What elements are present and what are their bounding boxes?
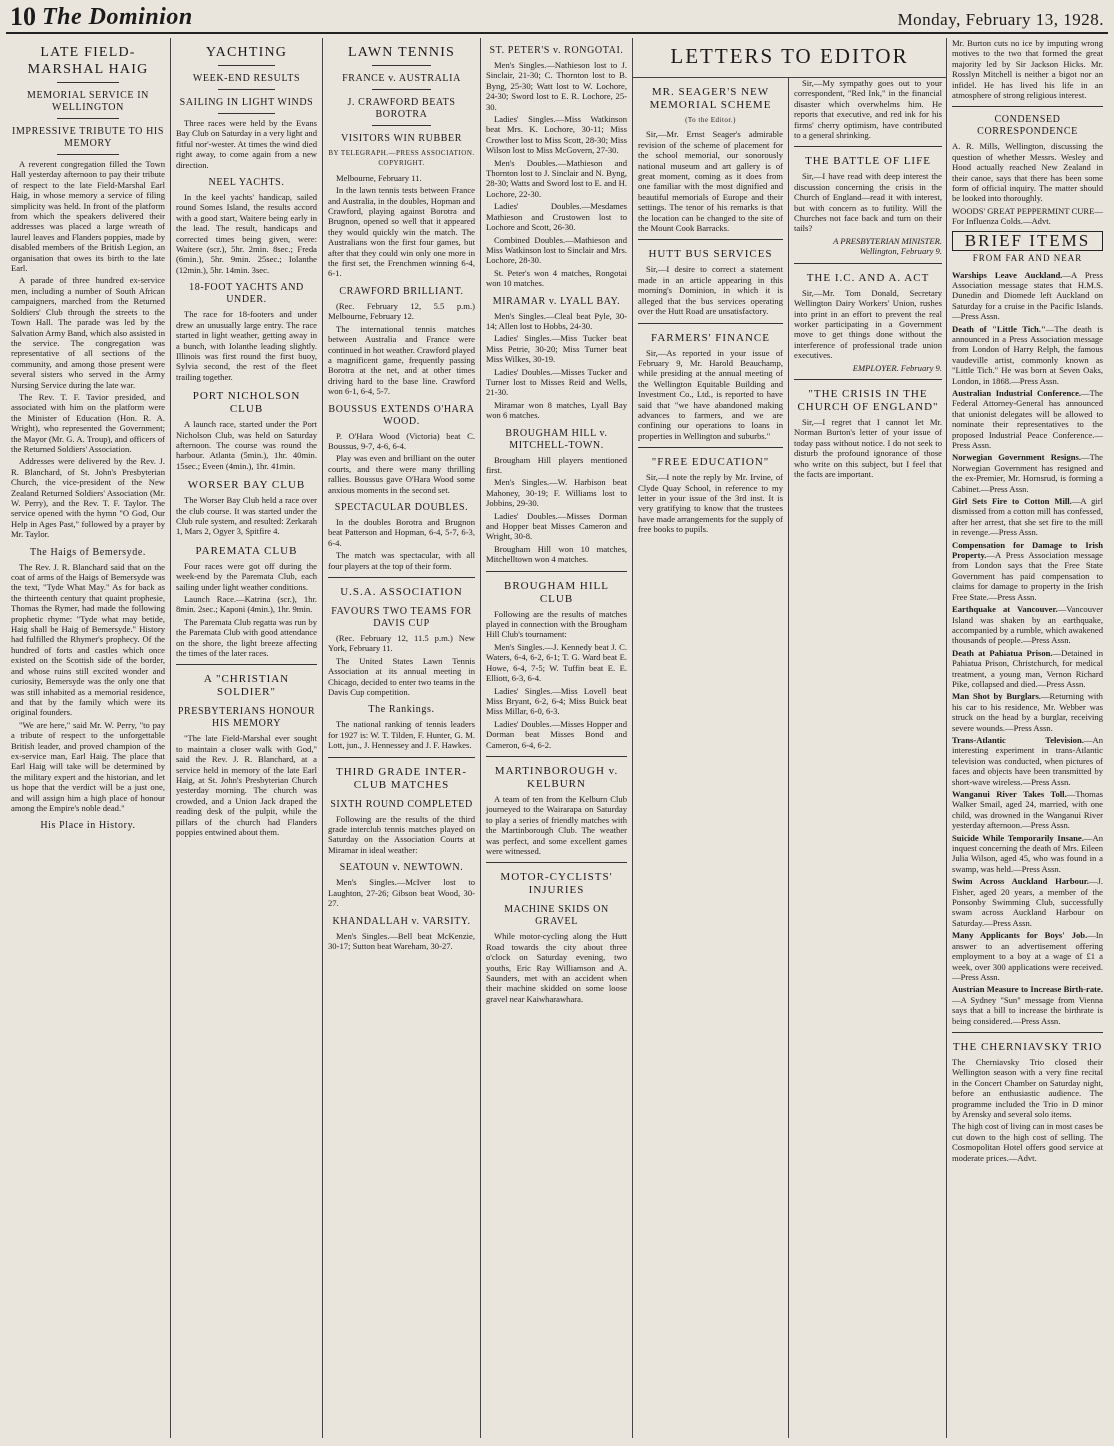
article-paragraph: The Rev. T. F. Tavior presided, and associated with him on the platform were the Minister of Education (Hon. R. A. Wright), who represented the Government; the Mayor (Mr. G. A. Troup), and officers of the Returned Soldiers' Association. <box>11 391 165 454</box>
article-paragraph: A parade of three hundred ex-service men, including a number of South African campaigners, marched from the Returned Soldiers' Club through the streets to the Town Hall. The parade was led by the Salvation Army Band, which also assisted in the service. The congregation was representative of all sections of the community, and among those present were several sisters who served in the Army Nursing Service during the late war. <box>11 275 165 390</box>
divider <box>328 757 475 758</box>
article-paragraph: Ladies' Doubles.—Misses Hopper and Dorman beat Misses Bond and Cameron, 6-4, 6-2. <box>486 718 627 750</box>
section-headline: WORSER BAY CLUB <box>187 479 306 492</box>
brief-item <box>952 604 1103 646</box>
divider <box>638 323 783 324</box>
brief-item <box>952 452 1103 494</box>
section-subhead: The Haigs of Bemersyde. <box>30 546 146 558</box>
brief-item-text: —In answer to an advertisement offering employment to a boy at a wage of £1 a week, over 300 applications were received.—Press Assn. <box>952 930 1103 982</box>
article-paragraph: The international tennis matches between Australia and France were continued in hot weather. Crawford played a magnificent game, frequently passing Borotra at the net, and at other times driving hard to the base line. Crawford won 6-1, 6-4, 5-7. <box>328 323 476 397</box>
subheadline: SIXTH ROUND COMPLETED <box>330 798 473 810</box>
section-headline: A "CHRISTIAN SOLDIER" <box>203 673 290 699</box>
divider <box>218 65 274 66</box>
column-brief-items <box>947 38 1108 1438</box>
brief-items-heading: BRIEF ITEMS <box>952 231 1103 251</box>
brief-item <box>952 324 1103 386</box>
brief-item-title: Earthquake at Vancouver. <box>952 604 1058 615</box>
letter-headline: THE BATTLE OF LIFE <box>805 155 931 168</box>
divider <box>218 89 274 90</box>
brief-item <box>952 984 1103 1026</box>
divider <box>328 577 475 578</box>
article-paragraph: Melbourne, February 11. <box>336 172 422 183</box>
column-lawn-tennis <box>323 38 481 1438</box>
article-paragraph: Following are the results of matches played in connection with the Brougham Hill Club's tournament: <box>486 608 627 640</box>
article-paragraph: The national ranking of tennis leaders for 1927 is: W. T. Tilden, F. Hunter, G. M. Lott, jun., J. Hennessey and J. F. Hawkes. <box>328 719 475 751</box>
section-subhead: MIRAMAR v. LYALL BAY. <box>492 295 621 307</box>
article-paragraph: Mr. Burton cuts no ice by imputing wrong motives to the two that formed the great majority led by Sir Jackson Hicks. Mr. Rosslyn Mitchell is neither a bigot nor an infidel. He has lived his life in an atmosphere of strong religious interest. <box>952 38 1103 101</box>
brief-item-title: Girl Sets Fire to Cotton Mill. <box>952 496 1072 507</box>
letter-paragraph: Sir,—I have read with deep interest the discussion concerning the crisis in the Church of England—read it with interest, but with concern as to futility. Will the Churches not face back and turn on their tails? <box>794 171 942 234</box>
brief-item-text: —The Norwegian Government has resigned and the ex-Premier, Mr. Hornsrud, is forming a Cabinet.—Press Assn. <box>952 452 1103 494</box>
brief-item <box>952 388 1103 450</box>
columns-area <box>6 38 1108 1438</box>
article-paragraph: Three races were held by the Evans Bay Club on Saturday in a very light and fitful nor'-wester. At times the wind died right away, to come again from a new direction. <box>176 118 317 170</box>
article-paragraph: "We are here," said Mr. W. Perry, "to pay a tribute of respect to the unforgettable British leader, and proved champion of the ex-service man, Earl Haig. The place that Earl Haig will take will be determined by the military expert and the historian, and let us hope that the verdict will be a just one, and will assign him a high place of honour among the Empire's noble dead." <box>11 719 165 813</box>
subheadline: VISITORS WIN RUBBER <box>340 133 463 144</box>
article-paragraph: A. R. Mills, Wellington, discussing the question of whether Messrs. Wesley and Hood actually reached New Zealand in their canoe, says that there has been some form of official inquiry. The matter should be looked into thoroughly. <box>952 141 1103 204</box>
divider <box>372 89 431 90</box>
brief-item <box>952 270 1103 322</box>
headline: LATE FIELD-MARSHAL HAIG <box>27 45 149 77</box>
article-paragraph: Addresses were delivered by the Rev. J. R. Blanchard, of St. John's Presbyterian Church, the vice-president of the New Zealand Returned Soldiers' Association (Mr. W. Perry), and the Rev. T. F. Taylor. The service opened with the hymn "O God, Our Help in Ages Past," followed by a prayer by Mr. Taylor. <box>11 456 165 540</box>
letter-paragraph: Sir,—As reported in your issue of February 9, Mr. Harold Beauchamp, while presiding at the annual meeting of the Wellington Equitable Building and Investment Co., Ltd., is reported to have said that "we have abandoned making advances to farmers, and we are confining our operations to loans in properties in Wellington and suburbs." <box>638 347 783 441</box>
brief-item <box>952 789 1103 831</box>
brief-item-title: Death of "Little Tich." <box>952 323 1046 334</box>
section-headline: PORT NICHOLSON CLUB <box>192 390 301 416</box>
brief-item <box>952 540 1103 602</box>
column-yachting <box>171 38 323 1438</box>
column-tennis-results <box>481 38 633 1438</box>
brief-item-title: Austrian Measure to Increase Birth-rate. <box>952 984 1103 995</box>
section-headline: MOTOR-CYCLISTS' INJURIES <box>500 871 613 897</box>
section-subhead: CRAWFORD BRILLIANT. <box>339 285 464 297</box>
brief-item-title: Australian Industrial Conference. <box>952 387 1082 398</box>
brief-item-text: —The Federal Attorney-General has announced that unionist delegates will be allowed to nominate their representatives to the proposed Industrial Peace Conference.—Press Assn. <box>952 387 1103 450</box>
article-paragraph: Men's Singles.—McIver lost to Laughton, 27-26; Gibson beat Wood, 30-27. <box>328 877 475 909</box>
article-paragraph: Launch Race.—Katrina (scr.), 1hr. 8min. 2sec.; Kaponi (4min.), 1hr. 9min. <box>176 594 317 615</box>
byline: BY TELEGRAPH.—PRESS ASSOCIATION. COPYRIGHT. <box>328 149 475 168</box>
article-paragraph: Men's Singles.—J. Kennedy beat J. C. Waters, 6-4, 6-2, 6-1; T. G. Ward beat E. Howe, 6-4, 7-5; W. Tuffin beat E. E. Elliott, 6-3, 6-4. <box>486 641 627 684</box>
headline: LAWN TENNIS <box>347 45 456 60</box>
subheadline: J. CRAWFORD BEATS BOROTRA <box>347 97 456 120</box>
section-subhead: 18-FOOT YACHTS AND UNDER. <box>189 282 304 306</box>
article-paragraph: (Rec. February 12, 11.5 p.m.) New York, February 11. <box>328 633 475 654</box>
section-headline: BROUGHAM HILL CLUB <box>504 579 609 605</box>
article-paragraph: Ladies' Singles.—Miss Tucker beat Miss Petrie, 30-20; Miss Turner beat Miss Wilkes, 30-19. <box>486 333 627 365</box>
article-paragraph: The Rev. J. R. Blanchard said that on the coat of arms of the Haigs of Bemersyde was the text, "Tyde What May." As for back as the thirteenth century that quaint prophesie, Thomas the Rymer, had made the following prophetic rhyme: "Tyde what may betide, Haig shall be Haig of Bemersyde." History had fulfilled the Rhymer's prophecy. Of the hundred of forts and castles which once existed on the Scottish side of the border, and whose ruins still excited wonder and curiosity, Bemersyde was the only one that was still inhabited as a memorial residence, and that by the family which were its original founders. <box>11 561 165 718</box>
headline: YACHTING <box>205 45 288 60</box>
divider <box>638 239 783 240</box>
divider <box>952 106 1103 107</box>
article-paragraph: A launch race, started under the Port Nicholson Club, was held on Saturday afternoon. The course was round the harbour. Atlanta (5min.), 1hr. 40min. 15sec.; Eveen (4min.), 1hr. 41min. <box>176 419 317 471</box>
section-headline: PAREMATA CLUB <box>195 544 298 557</box>
divider <box>218 113 274 114</box>
section-subhead: BROUGHAM HILL v. MITCHELL-TOWN. <box>505 427 608 451</box>
letter-paragraph: Sir,—I regret that I cannot let Mr. Norman Burton's letter of your issue of today pass without notice. I do not seek to disturb the profound ignorance of those who write on this subject, but I feel that the facts are important. <box>794 416 942 479</box>
section-subhead: The Rankings. <box>368 704 435 716</box>
brief-items-subheading: FROM FAR AND NEAR <box>972 253 1083 264</box>
divider <box>486 756 627 757</box>
article-paragraph: Ladies' Doubles.—Mesdames Mathieson and Crustowen lost to Lochore and Scott, 26-30. <box>486 201 627 233</box>
subheadline: FRANCE v. AUSTRALIA <box>342 73 461 84</box>
letter-paragraph: Sir,—Mr. Tom Donald, Secretary Wellington Dairy Workers' Union, rushes into print in an effort to prevent the real worker participating in a Government move to get things done without the interference of professional trade union executives. <box>794 287 942 361</box>
divider <box>794 146 942 147</box>
article-paragraph: Miramar won 8 matches, Lyall Bay won 6 matches. <box>486 399 627 421</box>
letters-column-left <box>633 78 789 1438</box>
brief-item-text: —An inquest concerning the death of Mrs. Eileen Julia Wilson, aged 45, who was found in a swamp, was held.—Press Assn. <box>952 832 1103 874</box>
divider <box>372 125 431 126</box>
brief-item-text: —An interesting experiment in trans-Atlantic television was conducted, when pictures of faces and objects have been transmitted by short-wave wireless.—Press Assn. <box>952 734 1103 787</box>
article-paragraph: Following are the results of the third grade interclub tennis matches played on Saturday on the Association Courts at Miramar in ideal weather: <box>328 813 475 855</box>
article-paragraph: Four races were got off during the week-end by the Paremata Club, each sailing under light weather conditions. <box>176 560 317 592</box>
subheadline: WEEK-END RESULTS <box>192 73 301 84</box>
brief-item <box>952 930 1103 982</box>
brief-item <box>952 833 1103 875</box>
section-headline: U.S.A. ASSOCIATION <box>340 586 463 598</box>
subheadline: IMPRESSIVE TRIBUTE TO HIS MEMORY <box>12 126 164 149</box>
brief-item-title: Trans-Atlantic Television. <box>952 734 1084 745</box>
brief-item-title: Many Applicants for Boys' Job. <box>952 930 1088 941</box>
brief-item-title: Suicide While Temporarily Insane. <box>952 832 1084 843</box>
brief-item-text: —Detained in Pahiatua Prison, Christchurch, for medical treatment, a young man, Vernon Richard Pike, collapsed and died.—Press Assn. <box>952 647 1103 689</box>
letter-paragraph: Sir,—My sympathy goes out to your correspondent, "Red Ink," in the financial disaster which overwhelms him. He reports that executive, and red ink for his firms' cherry optimism, have contributed to a general shrinking. <box>794 78 942 141</box>
brief-item-title: Norwegian Government Resigns. <box>952 452 1082 463</box>
section-subhead: KHANDALLAH v. VARSITY. <box>332 915 471 927</box>
article-paragraph: Brougham Hill players mentioned first. <box>486 454 627 475</box>
section-subhead: His Place in History. <box>40 820 136 832</box>
divider <box>638 447 783 448</box>
masthead-left <box>10 4 193 30</box>
brief-item-text: —Returning with his car to his residence, Mr. Webber was struck on the head by a burglar, receiving severe wounds.—Press Assn. <box>952 691 1103 733</box>
issue-date: Monday, February 13, 1928. <box>897 10 1104 29</box>
section-headline: THE CHERNIAVSKY TRIO <box>952 1040 1103 1053</box>
divider <box>57 118 119 119</box>
letters-column-right <box>789 78 946 1438</box>
brief-item <box>952 648 1103 690</box>
article-paragraph: In the doubles Borotra and Brugnon beat Patterson and Hopman, 6-4, 5-7, 6-3, 6-4. <box>328 516 475 548</box>
divider <box>57 82 119 83</box>
article-paragraph: (Rec. February 12, 5.5 p.m.) Melbourne, February 12. <box>328 300 475 322</box>
article-paragraph: Combined Doubles.—Mathieson and Miss Watkinson lost to Sinclair and Mrs. Lochore, 28-30. <box>486 234 627 266</box>
subheadline: FAVOURS TWO TEAMS FOR DAVIS CUP <box>331 606 472 629</box>
article-paragraph: The high cost of living can in most cases be cut down to the high cost of selling. The Cosmopolitan Hotel offers good service at moderate prices.—Advt. <box>952 1121 1103 1163</box>
letter-headline: MR. SEAGER'S NEW MEMORIAL SCHEME <box>649 86 772 111</box>
masthead <box>6 4 1108 34</box>
article-paragraph: The Paremata Club regatta was run by the Paremata Club with good attendance on the shore, the light breeze affecting the times of the later races. <box>176 616 317 659</box>
section-subhead: NEEL YACHTS. <box>208 177 285 189</box>
section-headline: MARTINBOROUGH v. KELBURN <box>494 764 619 790</box>
article-paragraph: P. O'Hara Wood (Victoria) beat C. Boussus, 9-7, 4-6, 6-4. <box>328 430 475 451</box>
article-paragraph: Men's Singles.—W. Harbison beat Mahoney, 30-19; F. Williams lost to Jobbins, 29-30. <box>486 477 627 509</box>
section-subhead: ST. PETER'S v. RONGOTAI. <box>489 45 624 56</box>
letter-signature: EMPLOYER. February 9. <box>852 362 942 373</box>
article-paragraph: Men's Doubles.—Mathieson and Thornton lost to J. Sinclair and N. Byng, 28-30; Watts and Sword lost to E. and H. Lochore, 22-30. <box>486 157 627 199</box>
article-paragraph: Men's Singles.—Cleal beat Pyle, 30-14; Allen lost to Hobbs, 24-30. <box>486 310 627 331</box>
section-subhead: SPECTACULAR DOUBLES. <box>334 501 469 513</box>
divider <box>952 1032 1103 1033</box>
brief-item <box>952 496 1103 538</box>
article-paragraph: Ladies' Doubles.—Misses Dorman and Hopper beat Misses Cameron and Wright, 30-8. <box>486 510 627 542</box>
brief-items-list <box>952 270 1103 1026</box>
letter-to-editor-line: (To the Editor.) <box>685 116 736 124</box>
article-paragraph: In the lawn tennis tests between France and Australia, in the doubles, Hopman and Crawford, playing against Borotra and Brugnon, opened so well that it appeared they would quickly win the match. The Australians won the first four games, but after that they could win only one more in the first set, the Frenchmen winning 6-4, 6-1. <box>328 185 475 279</box>
section-subhead: BOUSSUS EXTENDS O'HARA WOOD. <box>328 403 475 427</box>
article-paragraph: The race for 18-footers and under drew an unusually large entry. The race started in light weather, getting away in a bunch, with Iolanthe leading slightly. Illinois was first round the first buoy, Sylvia second, the rest of the fleet trailing together. <box>176 309 317 382</box>
article-paragraph: Men's Singles.—Nathieson lost to J. Sinclair, 21-30; C. Thornton lost to B. Byng, 25-30; Watt lost to W. Lochore, 24-30; Sword lost to E. R. Lochore, 25-30. <box>486 60 627 112</box>
newspaper-title: The Dominion <box>42 4 193 30</box>
brief-item-title: Compensation for Damage to Irish Property. <box>952 539 1103 561</box>
section-subhead: SEATOUN v. NEWTOWN. <box>339 862 464 874</box>
divider <box>486 571 627 572</box>
letter-headline: "THE CRISIS IN THE CHURCH OF ENGLAND" <box>797 387 939 413</box>
letter-headline: "FREE EDUCATION" <box>651 456 770 469</box>
brief-item-title: Death at Pahiatua Prison. <box>952 647 1053 658</box>
letter-paragraph: Sir,—Mr. Ernst Seager's admirable revision of the scheme of placement for the school memorial, our sonorously national museum and art gallery is of great moment, coming as it does from one familiar with the most dignified and beautiful memorials of Europe and their settings. The tenor of his remarks is that the location can be changed to the site of the Mount Cook Barracks. <box>638 129 783 234</box>
subheadline: PRESBYTERIANS HONOUR HIS MEMORY <box>177 706 316 730</box>
brief-item-title: Wanganui River Takes Toll. <box>952 789 1067 799</box>
letters-section <box>633 38 947 1438</box>
section-headline: CONDENSED CORRESPONDENCE <box>977 114 1078 138</box>
divider <box>57 154 119 155</box>
article-paragraph: Brougham Hill won 10 matches, Mitchelltown won 4 matches. <box>486 543 627 565</box>
article-paragraph: Ladies' Singles.—Miss Watkinson beat Mrs. K. Lochore, 30-11; Miss Crowther lost to Miss Scott, 28-30; Miss Wilson lost to Miss McGovern, 27-30. <box>486 114 627 156</box>
brief-item-text: —A Press Association message from London says that the Free State Government has paid compensation to claims for damage to property in the Irish Free State.—Press Assn. <box>952 550 1103 602</box>
letter-paragraph: Sir,—I desire to correct a statement made in an article appearing in this morning's Dominion, in which it is alleged that the bus services operating over the Hutt Road are unsatisfactory. <box>638 264 783 317</box>
letter-headline: HUTT BUS SERVICES <box>648 248 773 261</box>
divider <box>794 263 942 264</box>
article-paragraph: The United States Lawn Tennis Association at its annual meeting in Chicago, decided to enter two teams in the Davis Cup competition. <box>328 655 475 698</box>
page-number: 10 <box>10 2 36 31</box>
article-paragraph: Ladies' Singles.—Miss Lovell beat Miss Bryant, 6-2, 6-4; Miss Buick beat Miss Millar, 6-0, 6-3. <box>486 685 627 717</box>
brief-item <box>952 876 1103 928</box>
letter-paragraph: Sir,—I note the reply by Mr. Irvine, of Clyde Quay School, in reference to my letter in your issue of the 3rd inst. It is very gratifying to know that the trustees have made arrangements for the supply of free books to pupils. <box>638 472 783 535</box>
brief-item <box>952 691 1103 733</box>
subheadline: MEMORIAL SERVICE IN WELLINGTON <box>27 90 149 113</box>
letters-heading: LETTERS TO EDITOR <box>633 38 946 78</box>
brief-item-text: —The death is announced in a Press Association message from London of Harry Relph, the famous vaudeville artist, commonly known as "Little Tich." He was born at Seven Oaks, London, in 1868.—Press Assn. <box>952 323 1104 386</box>
article-paragraph: In the keel yachts' handicap, sailed round Somes Island, the results accord with a good start, Waitere being early in the lead. The result, handicaps and corrected times being given, were: Waitere (scr.), 5hr. 2min. 8sec.; Freda (6min.), 5hr. 9min. 25sec.; Iolanthe (12min.), 5hr. 14min. 3sec. <box>176 192 317 275</box>
brief-item-text: —A Press Association message states that H.M.S. Dunedin and Diomede left Auckland on Saturday for a cruise in the Pacific Islands.—Press Assn. <box>952 269 1103 322</box>
article-paragraph: Men's Singles.—Bell beat McKenzie, 30-17; Sutton beat Wareham, 30-27. <box>328 930 475 951</box>
article-paragraph: The Cherniavsky Trio closed their Wellington season with a very fine recital in the Concert Chamber on Saturday night, before an enthusiastic audience. The programme included the Trio in D minor by Arensky and several solo items. <box>952 1056 1103 1119</box>
divider <box>176 664 317 665</box>
brief-item <box>952 735 1103 787</box>
brief-item-text: —A Sydney "Sun" message from Vienna says that a bill to increase the birthrate is being considered.—Press Assn. <box>952 994 1103 1026</box>
brief-item-text: —A girl dismissed from a cotton mill has confessed, after her arrest, that she set fire to the mill in revenge.—Press Assn. <box>952 496 1103 538</box>
column-haig-memorial <box>6 38 171 1438</box>
article-paragraph: The Worser Bay Club held a race over the club course. It was started under the Club rule system, and resulted: Zerkarah 1, Mars 2, Ogyer 3, Spitfire 4. <box>176 495 317 537</box>
section-headline: THIRD GRADE INTER-CLUB MATCHES <box>335 765 468 791</box>
article-paragraph: A team of ten from the Kelburn Club journeyed to the Wairarapa on Saturday to play a series of friendly matches with the Martinborough Club. The weather was perfect, and some excellent games were witnessed. <box>486 793 627 856</box>
article-paragraph: "The late Field-Marshal ever sought to maintain a closer walk with God," said the Rev. J. R. Blanchard, at a service held in memory of the late Earl Haig, at St. John's Presbyterian Church yesterday morning. The church was crowded, and a Union Jack draped the reading desk of the pulpit, while the pillars of the church had Flanders poppies entwined about them. <box>176 733 317 838</box>
article-paragraph: St. Peter's won 4 matches, Rongotai won 10 matches. <box>486 267 627 289</box>
article-paragraph: The match was spectacular, with all four players at the top of their form. <box>328 550 475 571</box>
brief-item-text: —J. Fisher, aged 20 years, a member of the Ponsonby Swimming Club, successfully swam across Auckland Harbour on Saturday.—Press Assn. <box>952 876 1103 928</box>
letter-headline: THE I.C. AND A. ACT <box>806 271 930 284</box>
subheadline: SAILING IN LIGHT WINDS <box>179 97 314 108</box>
divider <box>794 379 942 380</box>
article-paragraph: While motor-cycling along the Hutt Road towards the city about three o'clock on Saturday evening, two youths, Eric Ray Williamson and A. Saunders, met with an accident when their machine skidded on some loose gravel near Kaiwharawhara. <box>486 931 627 1004</box>
article-paragraph: Play was even and brilliant on the outer courts, and there were many thrilling rallies. Boussus gave O'Hara Wood some anxious moments in the second set. <box>328 453 475 495</box>
advert-line: WOODS' GREAT PEPPERMINT CURE—For Influenza Colds.—Advt. <box>952 205 1103 227</box>
brief-item-title: Swim Across Auckland Harbour. <box>952 876 1089 887</box>
letter-signature: A PRESBYTERIAN MINISTER. Wellington, February 9. <box>833 235 942 257</box>
article-paragraph: A reverent congregation filled the Town Hall yesterday afternoon to pay their tribute of respect to the late Field-Marshal Earl Haig, in whose memory a service of filing simplicity was held. In front of the platform from which the speakers delivered their addresses was placed a large wreath of laurel leaves and Flanders poppies, made by disabled members of the British Legion, an organisation that owes its birth to the late Earl. <box>11 159 165 274</box>
divider <box>486 862 627 863</box>
brief-item-text: —Thomas Walker Smail, aged 24, married, with one child, was drowned in the Wanganui River yesterday afternoon.—Press Assn. <box>952 789 1103 831</box>
divider <box>372 65 431 66</box>
subheadline: MACHINE SKIDS ON GRAVEL <box>504 904 609 928</box>
brief-item-title: Man Shot by Burglars. <box>952 691 1041 702</box>
letter-headline: FARMERS' FINANCE <box>651 331 770 344</box>
brief-item-title: Warships Leave Auckland. <box>952 269 1063 280</box>
letters-columns <box>633 78 946 1438</box>
brief-item-text: —Vancouver Island was shaken by an earthquake, accompanied by a rumble, which awakened thousands of people.—Press Assn. <box>952 604 1103 646</box>
article-paragraph: Ladies' Doubles.—Misses Tucker and Turner lost to Misses Reid and Wells, 21-30. <box>486 366 627 398</box>
